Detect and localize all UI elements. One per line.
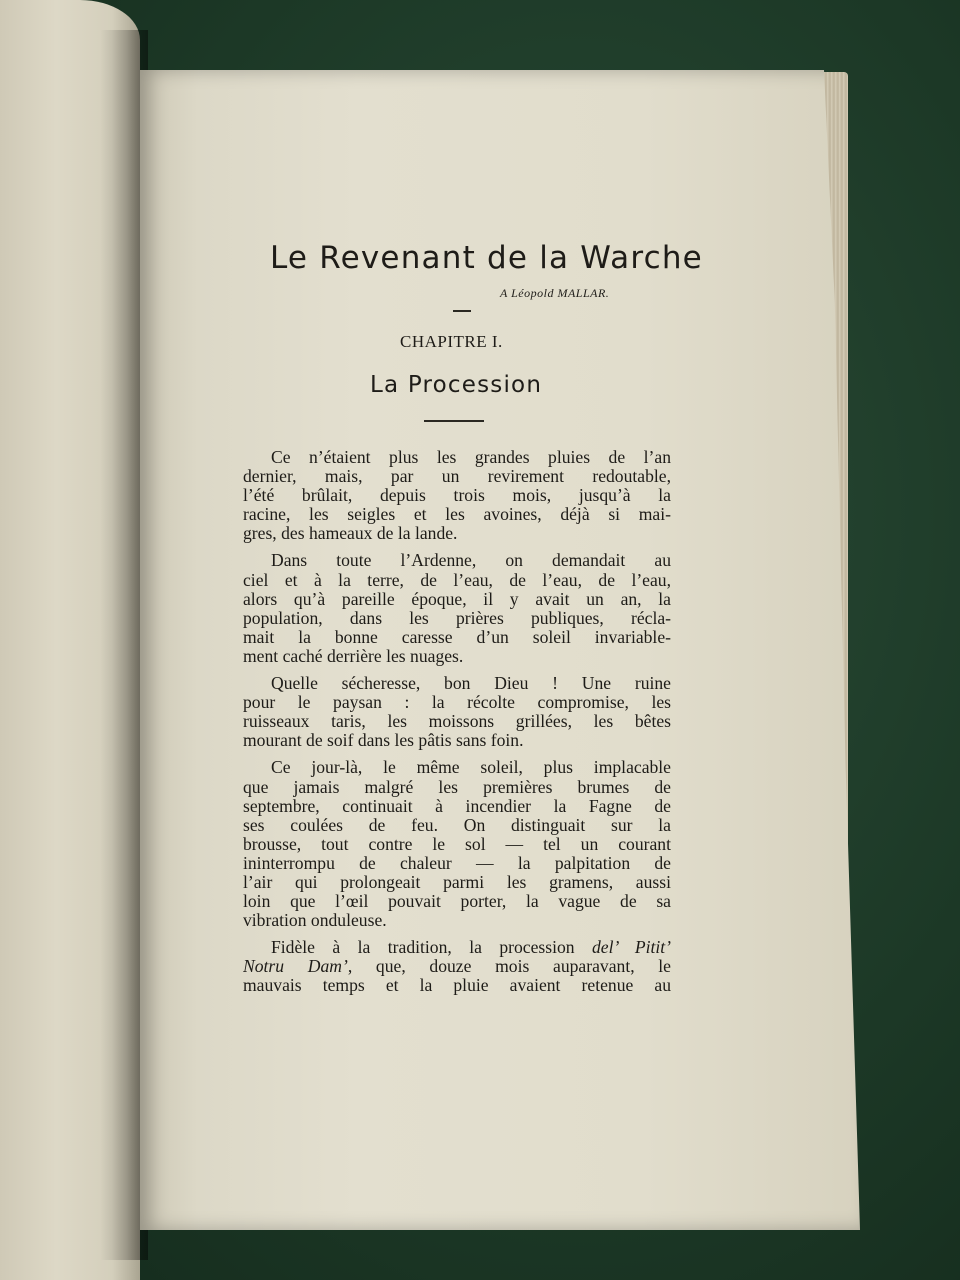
text-line: dernier, mais, par un revirement redoutable, <box>243 467 671 487</box>
italic-run: Notru Dam’ <box>243 957 348 977</box>
text-line: l’été brûlait, depuis trois mois, jusqu’à la <box>243 486 671 506</box>
paragraph <box>243 551 671 666</box>
paragraph-gap <box>243 666 671 674</box>
section-rule <box>424 420 484 422</box>
text-line: l’air qui prolongeait parmi les gramens, aussi <box>243 872 671 892</box>
text-line: racine, les seigles et les avoines, déjà si mai- <box>243 505 671 525</box>
paragraph <box>243 938 671 995</box>
text-line: gres, des hameaux de la lande. <box>243 523 458 544</box>
text-line: ment caché derrière les nuages. <box>243 645 464 666</box>
paragraph <box>243 448 671 543</box>
text-line: Dans toute l’Ardenne, on demandait au <box>271 551 671 571</box>
text-run: , que, douze mois auparavant, le <box>347 957 671 977</box>
text-line: ses coulées de feu. On distinguait sur la <box>243 815 671 835</box>
text-line: brousse, tout contre le sol — tel un courant <box>243 834 671 854</box>
paragraph-gap <box>243 930 671 938</box>
text-line: Quelle sécheresse, bon Dieu ! Une ruine <box>271 674 671 694</box>
text-line: Ce n’étaient plus les grandes pluies de l’an <box>271 448 671 467</box>
text-line: alors qu’à pareille époque, il y avait un an, la <box>243 589 671 609</box>
text-line: mait la bonne caresse d’un soleil invariable- <box>243 627 671 647</box>
book-title: Le Revenant de la Warche <box>270 240 703 276</box>
text-line: mourant de soif dans les pâtis sans foin. <box>243 730 524 751</box>
text-line: ciel et à la terre, de l’eau, de l’eau, de l’eau, <box>243 570 671 590</box>
body-text <box>243 448 671 996</box>
text-line: pour le paysan : la récolte compromise, les <box>243 693 671 713</box>
text-line: ininterrompu de chaleur — la palpitation de <box>243 853 671 873</box>
italic-run: del’ Pitit’ <box>592 938 671 958</box>
text-run: Fidèle à la tradition, la procession <box>271 938 592 958</box>
text-line <box>243 976 671 995</box>
text-line: Ce jour-là, le même soleil, plus implacable <box>271 758 671 778</box>
paragraph-gap <box>243 750 671 758</box>
text-line <box>243 957 671 976</box>
text-line: septembre, continuait à incendier la Fagne de <box>243 796 671 816</box>
dedication: A Léopold MALLAR. <box>500 286 610 300</box>
paragraph <box>243 674 671 750</box>
title-rule <box>453 310 471 312</box>
paragraph-gap <box>243 543 671 551</box>
text-line: vibration onduleuse. <box>243 910 387 931</box>
text-line: population, dans les prières publiques, récla- <box>243 608 671 628</box>
text-line <box>243 938 671 957</box>
text-line: ruisseaux taris, les moissons grillées, les bêtes <box>243 712 671 732</box>
text-line: que jamais malgré les premières brumes de <box>243 777 671 797</box>
paragraph <box>243 758 671 930</box>
text-line: loin que l’œil pouvait porter, la vague de sa <box>243 892 671 912</box>
chapter-heading: CHAPITRE I. <box>400 332 503 351</box>
text-run: mauvais temps et la pluie avaient retenue au <box>243 976 671 996</box>
section-title: La Procession <box>370 372 543 398</box>
